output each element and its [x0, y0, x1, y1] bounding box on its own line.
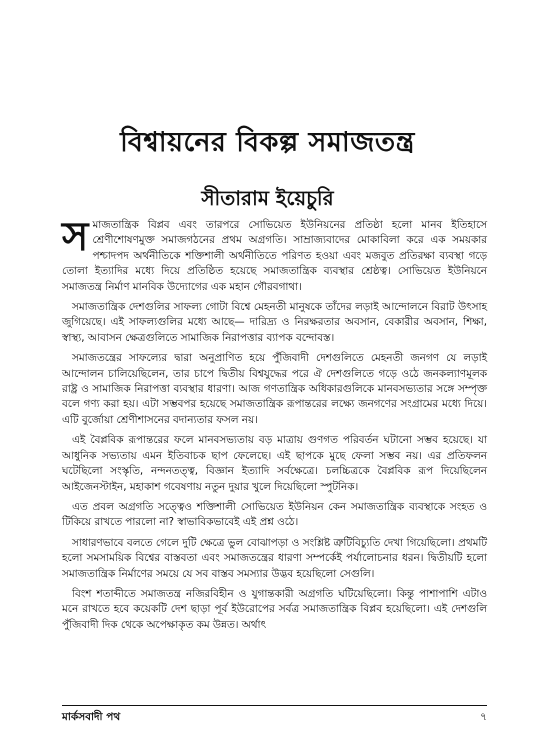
footer-divider	[62, 705, 487, 706]
paragraph-6: সাধারণভাবে বলতে গেলে দুটি ক্ষেত্রে ভুল বোঝাপড়া ও সংশ্লিষ্ট ত্রুটিবিচ্যুতি দেখা গিয়েছিলো। প্রথমটি হলো সমসাময়িক বিশ্বের বাস্তবতা এবং সমাজতন্ত্রের ধারণা সম্পর্কেই পর্যালোচনার ধরন। দ্বিতীয়টি হলো সমাজতান্ত্রিক নির্মাণের সময়ে যে সব বাস্তব সমস্যার উদ্ভব হয়েছিলো সেগুলি।	[62, 536, 487, 580]
article-body	[62, 214, 487, 638]
paragraph-1	[62, 214, 487, 295]
paragraph-3: সমাজতন্ত্রের সাফল্যের দ্বারা অনুপ্রাণিত হয়ে পুঁজিবাদী দেশগুলিতে মেহনতী জনগণ যে লড়াই আন্দোলন চালিয়েছিলেন, তার চাপে দ্বিতীয় বিশ্বযুদ্ধের পরে ঐ দেশগুলিতে গড়ে ওঠে জনকল্যাণমূলক রাষ্ট্র ও সামাজিক নিরাপত্তা ব্যবস্থার ধারণা। আজ গণতান্ত্রিক অধিকারগুলিকে মানবসভ্যতার সঙ্গে সম্পৃক্ত বলে গণ্য করা হয়। এটা সম্ভবপর হয়েছে সমাজতান্ত্রিক রূপান্তরের লক্ষ্যে জনগণের সংগ্রামের মধ্যে দিয়ে। এটি বুর্জোয়া শ্রেণীশাসনের বদান্যতার ফসল নয়।	[62, 352, 487, 426]
paragraph-1-text: মাজতান্ত্রিক বিপ্লব এবং তারপরে সোভিয়েত ইউনিয়নের প্রতিষ্ঠা হলো মানব ইতিহাসে শ্রেণীশোষণমুক্ত সমাজগঠনের প্রথম অগ্রগতি। সাম্রাজ্যবাদের মোকাবিলা করে এক সময়কার পশ্চাদপদ অর্থনীতিকে শক্তিশালী অর্থনীতিতে পরিণত হওয়া এবং মজবুত প্রতিরক্ষা ব্যবস্থা গড়ে তোলা ইত্যাদির মধ্যে দিয়ে প্রতিষ্ঠিত হয়েছে সমাজতান্ত্রিক ব্যবস্থার শ্রেষ্ঠত্ব। সোভিয়েত ইউনিয়নে সমাজতন্ত্র নির্মাণ মানবিক উদ্যোগের এক মহান গৌরবগাথা।	[62, 219, 487, 293]
article-author: সীতারাম ইয়েচুরি	[201, 186, 334, 210]
paragraph-4: এই বৈপ্লবিক রূপান্তরের ফলে মানবসভ্যতায় বড় মাত্রায় গুণগত পরিবর্তন ঘটানো সম্ভব হয়েছে। যা আধুনিক সভ্যতায় এমন ইতিবাচক ছাপ ফেলেছে। এই ছাপকে মুছে ফেলা সম্ভব নয়। এর প্রতিফলন ঘটেছিলো সংস্কৃতি, নন্দনতত্ত্ব, বিজ্ঞান ইত্যাদি সর্বক্ষেত্রে। চলচ্চিত্রকে বৈপ্লবিক রূপ দিয়েছিলেন আইজেনস্টাইন, মহাকাশ গবেষণায় নতুন দুয়ার খুলে দিয়েছিলো স্পুটনিক।	[62, 434, 487, 493]
paragraph-7: বিংশ শতাব্দীতে সমাজতন্ত্র নজিরবিহীন ও যুগান্তকারী অগ্রগতি ঘটিয়েছিলো। কিন্তু পাশাপাশি এটাও মনে রাখতে হবে কয়েকটি দেশ ছাড়া পূর্ব ইউরোপের সর্বত্র সমাজতান্ত্রিক বিপ্লব হয়েছিলো। এই দেশগুলি পুঁজিবাদী দিক থেকে অপেক্ষাকৃত কম উন্নত। অর্থাৎ	[62, 587, 487, 631]
publication-name: মার্কসবাদী পথ	[62, 711, 121, 723]
page-number: ৭	[480, 711, 487, 723]
article-title: বিশ্বায়নের বিকল্প সমাজতন্ত্র	[120, 127, 415, 158]
paragraph-5: এত প্রবল অগ্রগতি সত্ত্বেও শক্তিশালী সোভিয়েত ইউনিয়ন কেন সমাজতান্ত্রিক ব্যবস্থাকে সংহত ও টিকিয়ে রাখতে পারলো না? স্বাভাবিকভাবেই এই প্রশ্ন ওঠে।	[62, 500, 487, 529]
drop-cap: স	[62, 214, 89, 260]
paragraph-2: সমাজতান্ত্রিক দেশগুলির সাফল্য গোটা বিশ্বে মেহনতী মানুষকে তাঁদের লড়াই আন্দোলনে বিরাট উৎসাহ জুগিয়েছে। এই সাফল্যগুলির মধ্যে আছে— দারিদ্র্য ও নিরক্ষরতার অবসান, বেকারীর অবসান, শিক্ষা, স্বাস্থ্য, আবাসন ক্ষেত্রগুলিতে সামাজিক নিরাপত্তার ব্যাপক বন্দোবস্ত।	[62, 301, 487, 344]
